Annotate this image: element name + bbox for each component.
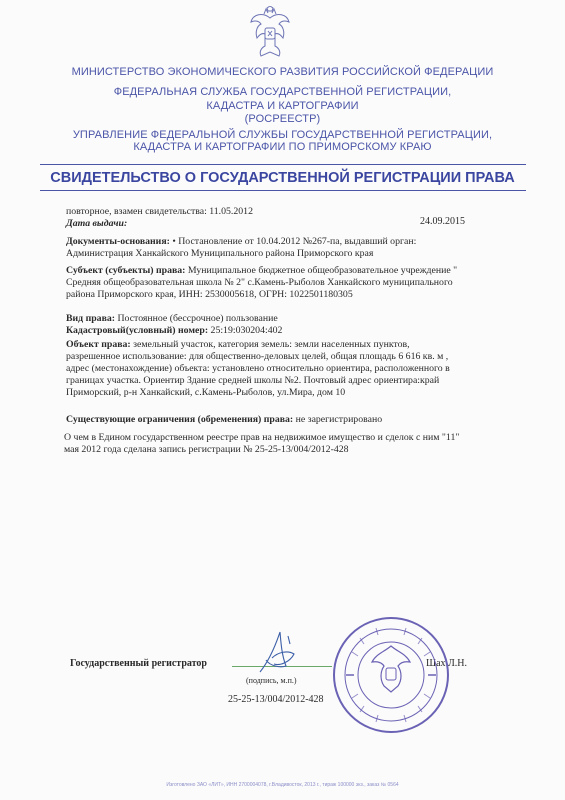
issue-date-label: Дата выдачи: [66,218,128,229]
department-heading-line1: УПРАВЛЕНИЕ ФЕДЕРАЛЬНОЙ СЛУЖБЫ ГОСУДАРСТВЕННОЙ РЕГИСТРАЦИИ, [72,129,493,141]
subject-line2: Средняя общеобразовательная школа № 2" с.Камень-Рыболов Ханкайского муниципального [66,277,453,288]
right-type-label: Вид права: [66,313,116,324]
object-label: Объект права: [66,339,131,350]
right-type-line [66,313,498,325]
service-heading-line3: (РОСРЕЕСТР) [244,113,321,125]
restrictions-value: не зарегистрировано [293,414,383,425]
object-line2: разрешенное использование: для общественно-деловых целей, общая площадь 6 616 кв. м , [66,351,449,362]
cadastral-label: Кадастровый(условный) номер: [66,325,209,336]
documents-text: • Постановление от 10.04.2012 №267-па, выдавший орган: [169,236,417,247]
subject-text: Муниципальное бюджетное общеобразовательное учреждение " [185,265,458,276]
record-line2: мая 2012 года сделана запись регистрации № 25-25-13/004/2012-428 [64,444,349,455]
certificate-title: СВИДЕТЕЛЬСТВО О ГОСУДАРСТВЕННОЙ РЕГИСТРАЦИИ ПРАВА [50,170,515,186]
object-text: земельный участок, категория земель: земли населенных пунктов, [130,339,410,350]
emblem-icon [245,6,295,62]
cadastral-value: 25:19:030204:402 [208,325,283,336]
subject-line3: района Приморского края, ИНН: 2530005618, ОГРН: 1022501180305 [66,289,353,300]
documents-line1 [66,236,498,248]
subject-label: Субъект (субъекты) права: [66,265,186,276]
service-heading-line2: КАДАСТРА И КАРТОГРАФИИ [206,100,359,112]
signature-caption: (подпись, м.п.) [246,676,297,685]
round-seal-stamp-icon [332,616,450,734]
object-line5: Приморский, р-н Ханкайский, с.Камень-Рыболов, ул.Мира, дом 10 [66,387,346,398]
object-line4: границах участка. Ориентир Здание средней школы №2. Почтовый адрес ориентира:край [66,375,440,386]
documents-line2: Администрация Ханкайского Муниципального района Приморского края [66,248,374,259]
title-top-rule [40,164,526,165]
issue-date: 24.09.2015 [420,216,465,227]
registrar-label: Государственный регистратор [70,658,207,669]
object-line1 [66,339,498,351]
documents-label: Документы-основания: [66,236,170,247]
cadastral-line [66,325,498,337]
repeat-note: повторное, взамен свидетельства: 11.05.2012 [66,206,253,217]
record-number: 25-25-13/004/2012-428 [228,694,324,705]
right-type-value: Постоянное (бессрочное) пользование [115,313,278,324]
restrictions-label: Существующие ограничения (обременения) права: [66,414,294,425]
object-line3: адрес (местонахождение) объекта: установлено относительно ориентира, расположенного в [66,363,450,374]
subject-line1 [66,265,498,277]
registrar-name: Шах Л.Н. [426,658,468,669]
restrictions-line [66,414,498,426]
record-line1: О чем в Едином государственном реестре прав на недвижимое имущество и сделок с ним "11" [64,432,460,443]
department-heading-line2: КАДАСТРА И КАРТОГРАФИИ ПО ПРИМОРСКОМУ КРАЮ [133,141,432,153]
printer-line: Изготовлено ЗАО «ЛИТ», ИНН 2700004078, г.Владивосток, 2013 г., тираж 100000 экз., заказ № 0564 [166,782,399,788]
signature-icon [250,622,310,682]
service-heading-line1: ФЕДЕРАЛЬНАЯ СЛУЖБА ГОСУДАРСТВЕННОЙ РЕГИСТРАЦИИ, [113,86,452,98]
ministry-heading: МИНИСТЕРСТВО ЭКОНОМИЧЕСКОГО РАЗВИТИЯ РОССИЙСКОЙ ФЕДЕРАЦИИ [71,66,494,78]
title-bottom-rule [40,190,526,191]
